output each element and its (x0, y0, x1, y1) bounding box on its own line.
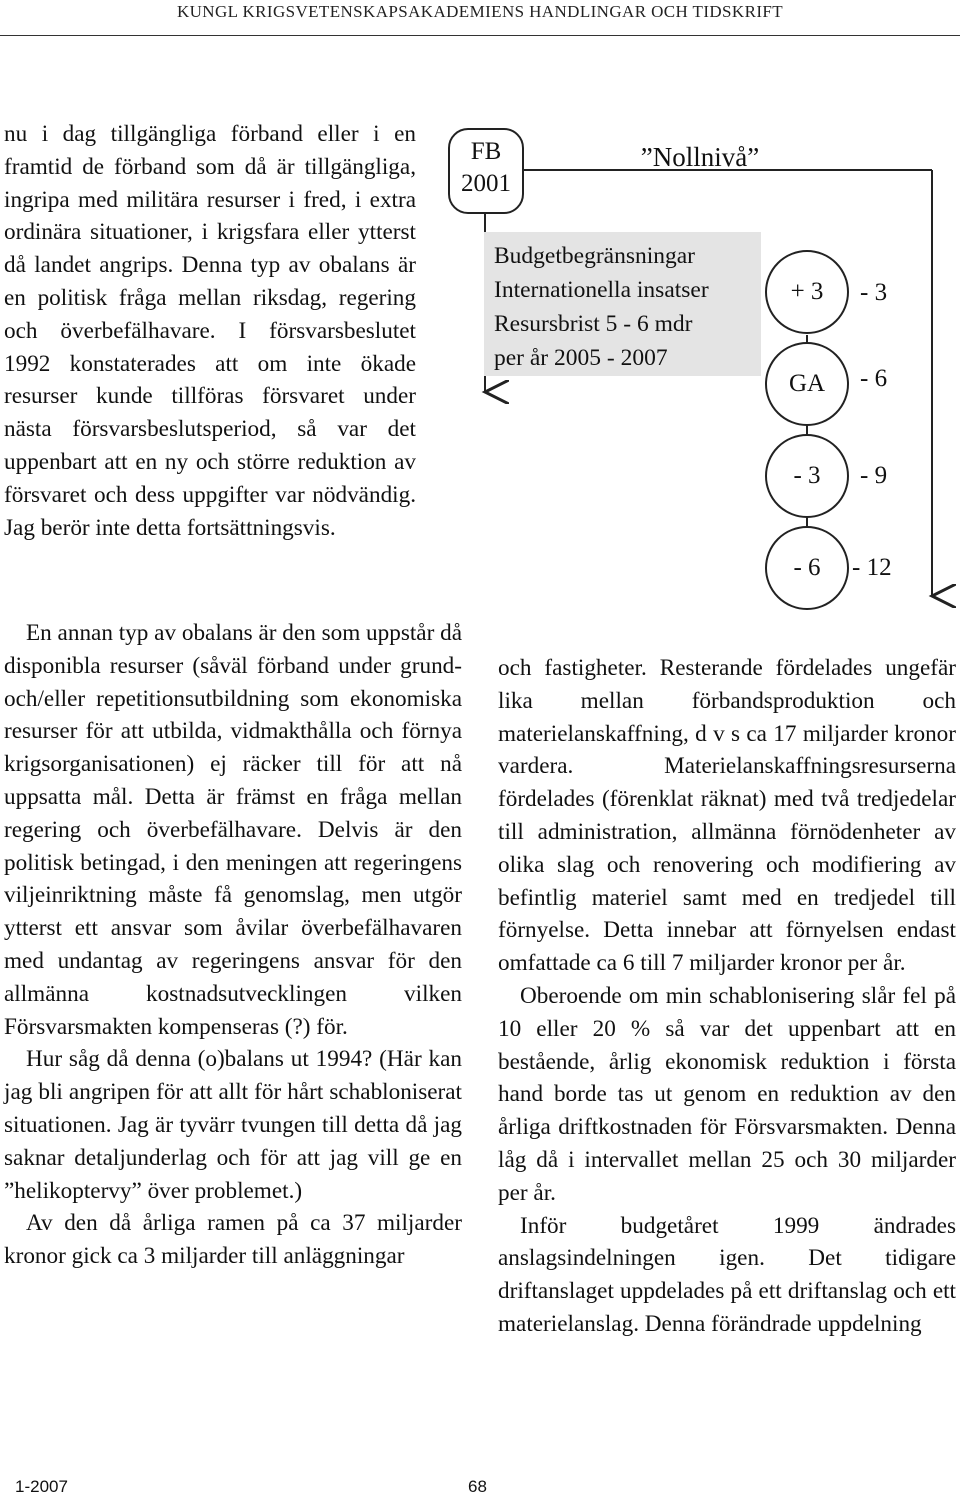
running-head: KUNGL KRIGSVETENSKAPSAKADEMIENS HANDLINGAR OCH TIDSKRIFT (176, 2, 784, 21)
page-number: 68 (468, 1477, 487, 1496)
circle-node (765, 434, 849, 518)
paragraph: Av den då årliga ramen på ca 37 miljarder kronor gick ca 3 miljarder till anläggningar (4, 1210, 462, 1270)
box-line: Budgetbegränsningar (494, 243, 696, 269)
paragraph: Oberoende om min schablonisering slår fel på 10 eller 20 % så var det uppenbart att en bestående, årlig ekonomisk reduktion i första hand borde tas ut genom en reduktion av den årliga driftkostnaden för Försvarsmakten. Denna låg då i intervallet mellan 25 och 30 miljarder per år. (498, 982, 956, 1206)
paragraph: nu i dag tillgängliga förband eller i en framtid de förband som då är tillgängliga, ingripa med militära resurser i fred, i extra ordinära situationer, i krigsfara eller ytterst då landet angrips. Denna typ av obalans är en politisk fråga mellan riksdag, regering och överbefälhavare. I försvarsbeslutet 1992 konstaterades att om inte ökade resurser kunde tillföras försvaret under nästa försvarsbeslutsperiod, så var det uppenbart att en ny och större reduktion av försvaret och dess uppgifter var nödvändig. Jag berör inte detta fortsättningsvis. (4, 121, 416, 541)
fb-year: 2001 (461, 170, 511, 197)
circle-label: - 3 (793, 462, 821, 489)
nollniva-label: ”Nollnivå” (640, 142, 760, 172)
circle-label: GA (788, 370, 826, 397)
scale-label: - 9 (860, 462, 888, 489)
paragraph: En annan typ av obalans är den som uppstår då disponibla resurser (såväl förband under grund- och/eller repetitionsutbildning som ekonomiska resurser för att utbilda, vidmakthålla och förnya krigsorganisationen) ej räcker till för att nå uppsatta mål. Detta är främst en fråga mellan regering och överbefälhavare. Delvis är den politisk betingad, i den meningen att regeringens viljeinriktning måste få genomslag, men utgör ytterst ett ansvar som åvilar överbefälhavaren med undantag av regeringens ansvar för den allmänna kostnadsutvecklingen vilken Försvarsmakten kompenseras (?) för. (4, 620, 462, 1040)
fb-label: FB (470, 138, 502, 165)
scale-label: - 3 (860, 279, 888, 306)
circle-node (765, 342, 849, 426)
box-line: Resursbrist 5 - 6 mdr (494, 311, 693, 337)
scale-label: - 6 (860, 365, 888, 392)
paragraph: Hur såg då denna (o)balans ut 1994? (Här kan jag bli angripen för att allt för hårt schabloniserat situationen. Jag är tyvärr tvungen till detta då jag saknar detaljunderlag och för att jag vill ge en ”helikoptervy” över problemet.) (4, 1046, 462, 1204)
circle-label: - 6 (793, 554, 821, 581)
circle-node (765, 250, 849, 334)
scale-label: - 12 (852, 554, 892, 581)
fb-2001-box (448, 128, 524, 214)
box-line: Internationella insatser (494, 277, 709, 303)
circle-label: + 3 (790, 278, 824, 305)
paragraph: Inför budgetåret 1999 ändrades anslagsindelningen igen. Det tidigare driftanslaget uppdelades på ett driftanslag och ett materielanslag. Denna förändrade uppdelning (498, 1212, 956, 1337)
box-line: per år 2005 - 2007 (494, 345, 668, 371)
circle-node (765, 526, 849, 610)
issue-label: 1-2007 (15, 1477, 68, 1496)
paragraph: och fastigheter. Resterande fördelades ungefär lika mellan förbandsproduktion och materielanskaffning, d v s ca 17 miljarder kronor vardera. Materielanskaffningsresurserna fördelades (förenklat räknat) med två tredjedelar till administration, allmänna förnödenheter av olika slag och renovering och modifiering av befintlig materiel samt med en tredjedel till förnyelse. Detta innebar att förnyelsen endast omfattade ca 6 till 7 miljarder kronor per år. (498, 655, 956, 977)
